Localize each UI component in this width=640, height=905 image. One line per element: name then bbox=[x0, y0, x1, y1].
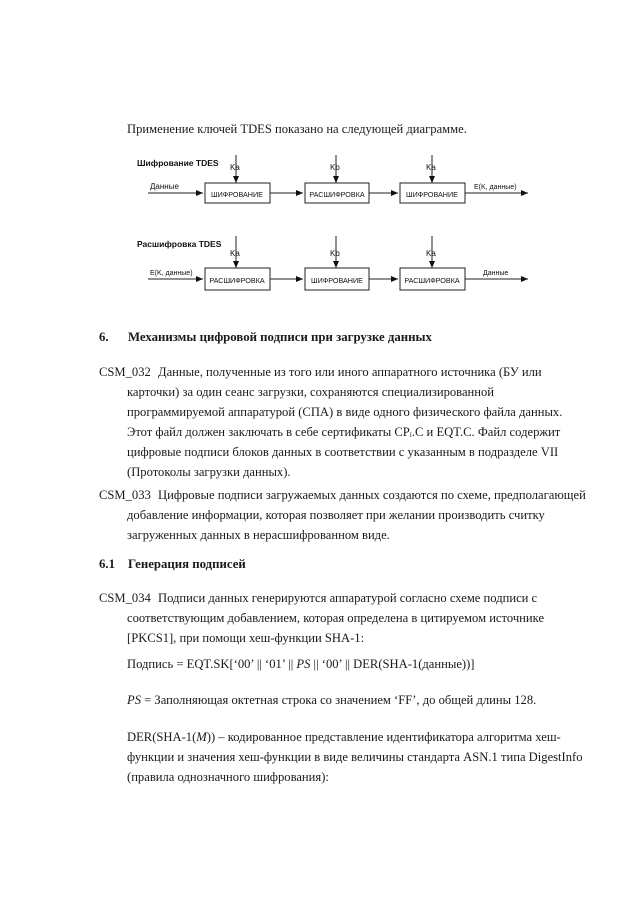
section-6-1-number: 6.1 bbox=[99, 557, 115, 571]
ps-term: PS bbox=[127, 693, 141, 707]
csm-034-line: соответствующим добавлением, которая определена в цитируемом источнике bbox=[127, 611, 545, 625]
formula-part: || ‘00’ || DER(SHA-1(данные))] bbox=[310, 657, 475, 671]
intro-text: Применение ключей TDES показано на следующей диаграмме. bbox=[127, 122, 467, 136]
dec-output-label: Данные bbox=[483, 270, 509, 277]
csm-034-line: [PKCS1], при помощи хеш-функции SHA-1: bbox=[127, 631, 365, 645]
csm-032-line: (Протоколы загрузки данных). bbox=[127, 465, 291, 479]
csm-032-line: карточки) за один сеанс загрузки, сохраняются специализированной bbox=[127, 385, 495, 399]
enc-key-2: Kb bbox=[330, 163, 340, 172]
formula-part: Подпись = EQT.SK[‘00’ || ‘01’ || bbox=[127, 657, 297, 671]
enc-key-1: Ka bbox=[230, 163, 240, 172]
section-6-title: Механизмы цифровой подписи при загрузке данных bbox=[128, 330, 432, 344]
dec-key-3: Ka bbox=[426, 249, 436, 258]
dec-block-1-label: РАСШИФРОВКА bbox=[209, 276, 265, 285]
enc-input-label: Данные bbox=[150, 182, 179, 191]
section-6-number: 6. bbox=[99, 330, 109, 344]
csm-032-line: цифровые подписи блоков данных в соответствии с указанным в подразделе VII bbox=[127, 445, 559, 459]
csm-032-line: программируемой аппаратурой (СПА) в виде одного физического файла данных. bbox=[127, 405, 563, 419]
csm-032-line: Данные, полученные из того или иного аппаратного источника (БУ или bbox=[158, 365, 542, 379]
csm-032-id: CSM_032 bbox=[99, 365, 151, 379]
section-6-1-title: Генерация подписей bbox=[128, 557, 246, 571]
dec-key-2: Kb bbox=[330, 249, 340, 258]
enc-block-1-label: ШИФРОВАНИЕ bbox=[211, 190, 263, 199]
dec-title: Расшифровка TDES bbox=[137, 239, 222, 249]
dec-key-1: Ka bbox=[230, 249, 240, 258]
dec-block-3-label: РАСШИФРОВКА bbox=[404, 276, 460, 285]
ps-description: = Заполняющая октетная строка со значением ‘FF’, до общей длины 128. bbox=[141, 693, 537, 707]
der-part: )) – кодированное представление идентификатора алгоритма хеш- bbox=[206, 730, 561, 744]
formula-ps: PS bbox=[296, 657, 311, 671]
csm-033-line: Цифровые подписи загружаемых данных создаются по схеме, предполагающей bbox=[158, 488, 586, 502]
enc-block-2-label: РАСШИФРОВКА bbox=[309, 190, 365, 199]
tdes-diagram bbox=[0, 0, 640, 300]
csm-034-line: Подписи данных генерируются аппаратурой согласно схеме подписи с bbox=[158, 591, 538, 605]
csm-033-id: CSM_033 bbox=[99, 488, 151, 502]
der-line-1 bbox=[127, 727, 561, 747]
csm-034-id: CSM_034 bbox=[99, 591, 151, 605]
csm-033-line: добавление информации, которая позволяет при желании производить считку bbox=[127, 508, 545, 522]
enc-output-label: E(K, данные) bbox=[474, 184, 517, 191]
dec-input-label: E(K, данные) bbox=[150, 270, 193, 277]
csm-032-line: Этот файл должен заключать в себе сертификаты CPᵢ.C и EQT.C. Файл содержит bbox=[127, 425, 561, 439]
csm-033-line: загруженных данных в нерасшифрованном виде. bbox=[127, 528, 390, 542]
der-part: DER(SHA-1( bbox=[127, 730, 197, 744]
der-line-2: функции и значения хеш-функции в виде величины стандарта ASN.1 типа DigestInfo bbox=[127, 750, 583, 764]
dec-block-2-label: ШИФРОВАНИЕ bbox=[311, 276, 363, 285]
enc-key-3: Ka bbox=[426, 163, 436, 172]
der-m: M bbox=[196, 730, 207, 744]
ps-definition bbox=[127, 690, 536, 710]
der-line-3: (правила однозначного шифрования): bbox=[127, 770, 329, 784]
enc-title: Шифрование TDES bbox=[137, 158, 219, 168]
enc-block-3-label: ШИФРОВАНИЕ bbox=[406, 190, 458, 199]
signature-formula bbox=[127, 654, 475, 674]
